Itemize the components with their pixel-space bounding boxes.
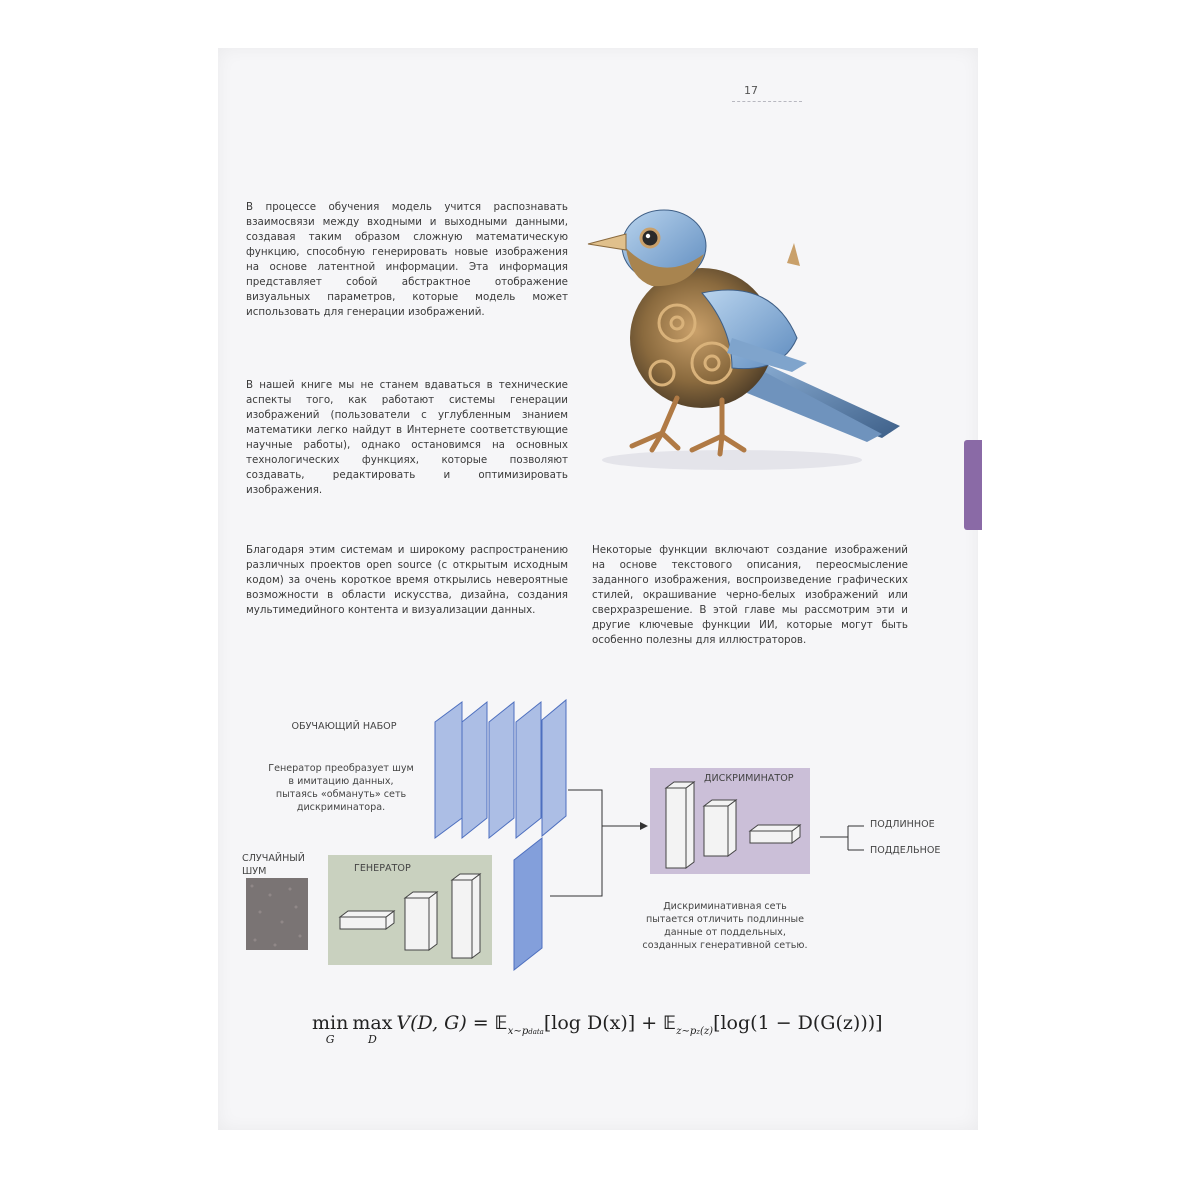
gan-diagram [230, 690, 970, 990]
paragraph-key-functions: Некоторые функции включают создание изображений на основе текстового описания, переосмысление заданного изображения, воспроизведение графических стилей, окрашивание черно-белых изображений или сверхразрешение. В этой главе мы рассмотрим эти и другие ключевые функции ИИ, которые могут быть особенно полезны для иллюстраторов. [592, 544, 908, 646]
formula-expectation-2-sub: z∼pz(z) [676, 1026, 714, 1037]
output-real-label: ПОДЛИННОЕ [870, 819, 935, 830]
formula-term-2: [log(1 − D(G(z)))] [713, 1012, 883, 1034]
page-number: 17 [744, 84, 758, 97]
gan-objective-formula [312, 1012, 883, 1046]
generator-note: Генератор преобразует шум в имитацию данных, пытаясь «обмануть» сеть дискриминатора. [268, 763, 414, 813]
formula-expectation-2: 𝔼 [663, 1012, 677, 1034]
formula-expectation-1-sub: x∼pdata [507, 1026, 544, 1037]
output-fake-label: ПОДДЕЛЬНОЕ [870, 845, 941, 856]
output-bracket [820, 826, 864, 850]
training-set-label: ОБУЧАЮЩИЙ НАБОР [291, 721, 397, 732]
discriminator-label: ДИСКРИМИНАТОР [704, 773, 794, 784]
formula-max: max D [352, 1012, 393, 1046]
paragraph-training: В процессе обучения модель учится распознавать взаимосвязи между входными и выходными данными, создавая таким образом сложную математическую функцию, способную генерировать новые изображения на основе латентной информации. Эта информация представляет собой абстрактное отображение визуальных параметров, которые модель может использовать для генерации изображений. [246, 201, 568, 318]
discriminator-note: Дискриминативная сеть пытается отличить подлинные данные от поддельных, созданных генеративной сетью. [642, 901, 808, 951]
generator-label: ГЕНЕРАТОР [354, 863, 411, 874]
random-noise-label: СЛУЧАЙНЫЙ ШУМ [242, 853, 305, 877]
paragraph-technical-aspects: В нашей книге мы не станем вдаваться в технические аспекты того, как работают системы генерации изображений (пользователи с углубленным знанием математики легко найдут в Интернете соответствующие научные работы), однако остановимся на основных технологических функциях, которые позволяют создавать, редактировать и оптимизировать изображения. [246, 379, 568, 496]
formula-term-1: [log D(x)] + [543, 1012, 664, 1034]
training-set-layers [435, 700, 566, 838]
page-number-rule [732, 101, 802, 102]
formula-min: min G [312, 1012, 349, 1046]
mechanical-bird-illustration [582, 188, 912, 488]
chapter-tab [964, 440, 982, 530]
formula-expectation-1: 𝔼 [494, 1012, 508, 1034]
paragraph-open-source: Благодаря этим системам и широкому распространению различных проектов open source (с открытым исходным кодом) за очень короткое время открылись невероятные возможности в области искусства, дизайна, создания мультимедийного контента и визуализации данных. [246, 544, 568, 616]
formula-lhs: V(D, G) = [396, 1012, 495, 1034]
generated-sample-layer [514, 838, 542, 970]
gan-diagram-graphics [230, 690, 970, 990]
